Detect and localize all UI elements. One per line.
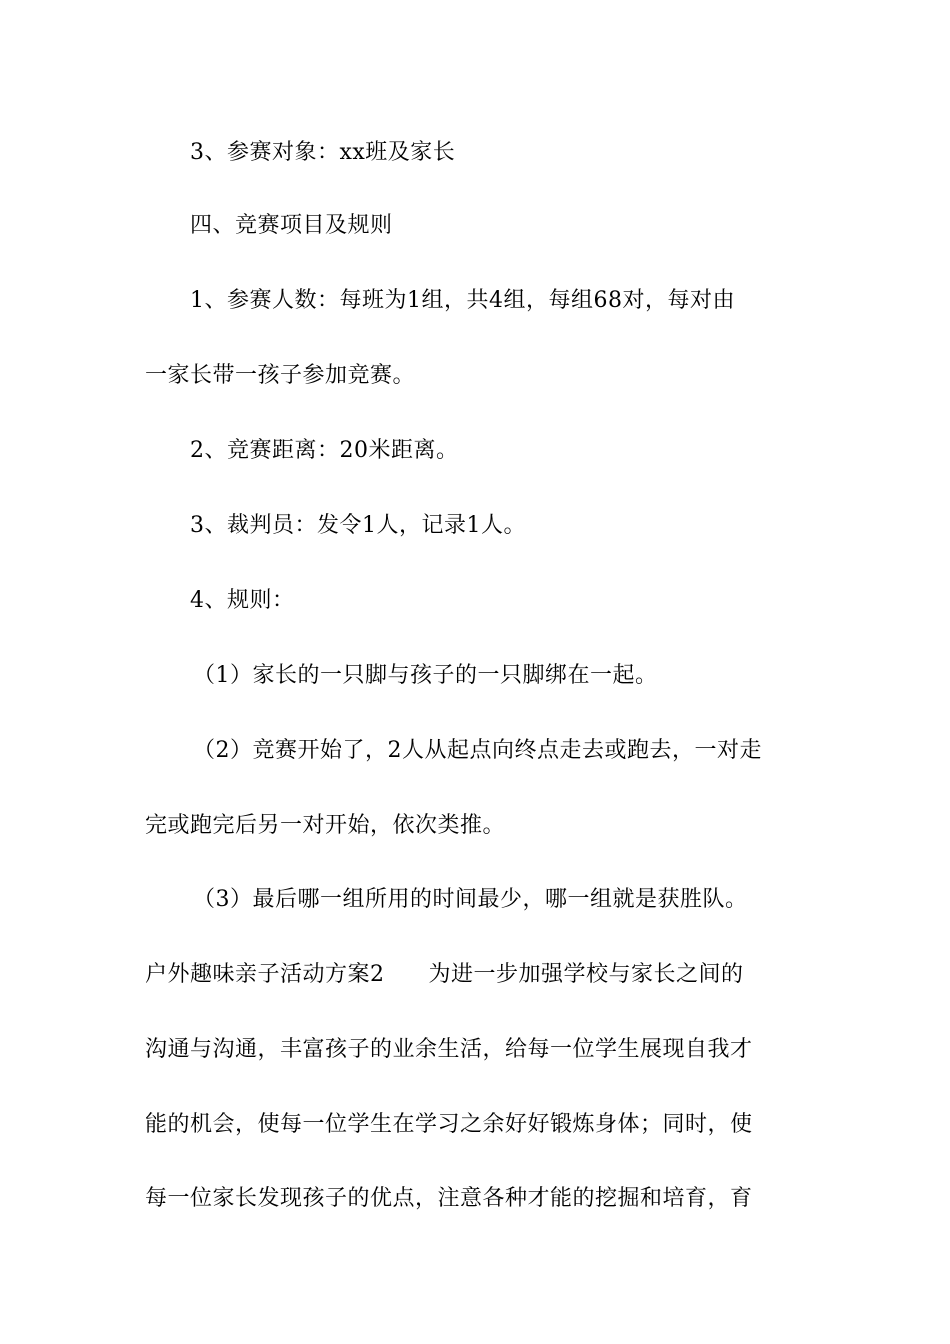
paragraph-participants: 3、参赛对象：xx班及家长: [190, 140, 456, 165]
rule-item-1: （1）家长的一只脚与孩子的一只脚绑在一起。: [193, 663, 658, 688]
paragraph-participant-count-cont: 一家长带一孩子参加竞赛。: [145, 363, 416, 388]
body-line: 沟通与沟通，丰富孩子的业余生活，给每一位学生展现自我才: [145, 1037, 753, 1062]
body-line: 每一位家长发现孩子的优点，注意各种才能的挖掘和培育，育: [145, 1186, 753, 1211]
rule-item-2-cont: 完或跑完后另一对开始，依次类推。: [145, 813, 506, 838]
body-line: 能的机会，使每一位学生在学习之余好好锻炼身体；同时，使: [145, 1112, 753, 1137]
paragraph-distance: 2、竞赛距离：20米距离。: [190, 438, 459, 463]
paragraph-participant-count: 1、参赛人数：每班为1组，共4组，每组68对，每对由: [190, 288, 735, 313]
section-intro-text: 为进一步加强学校与家长之间的: [428, 962, 744, 987]
section-heading-line: [145, 960, 744, 990]
heading-competition-rules: 四、竞赛项目及规则: [190, 213, 393, 238]
paragraph-referees: 3、裁判员：发令1人，记录1人。: [190, 513, 526, 538]
rule-item-3: （3）最后哪一组所用的时间最少，哪一组就是获胜队。: [193, 887, 748, 912]
section-heading: 户外趣味亲子活动方案2: [145, 962, 385, 987]
rule-item-2: （2）竞赛开始了，2人从起点向终点走去或跑去，一对走: [193, 738, 762, 763]
paragraph-rules-label: 4、规则：: [190, 588, 295, 613]
